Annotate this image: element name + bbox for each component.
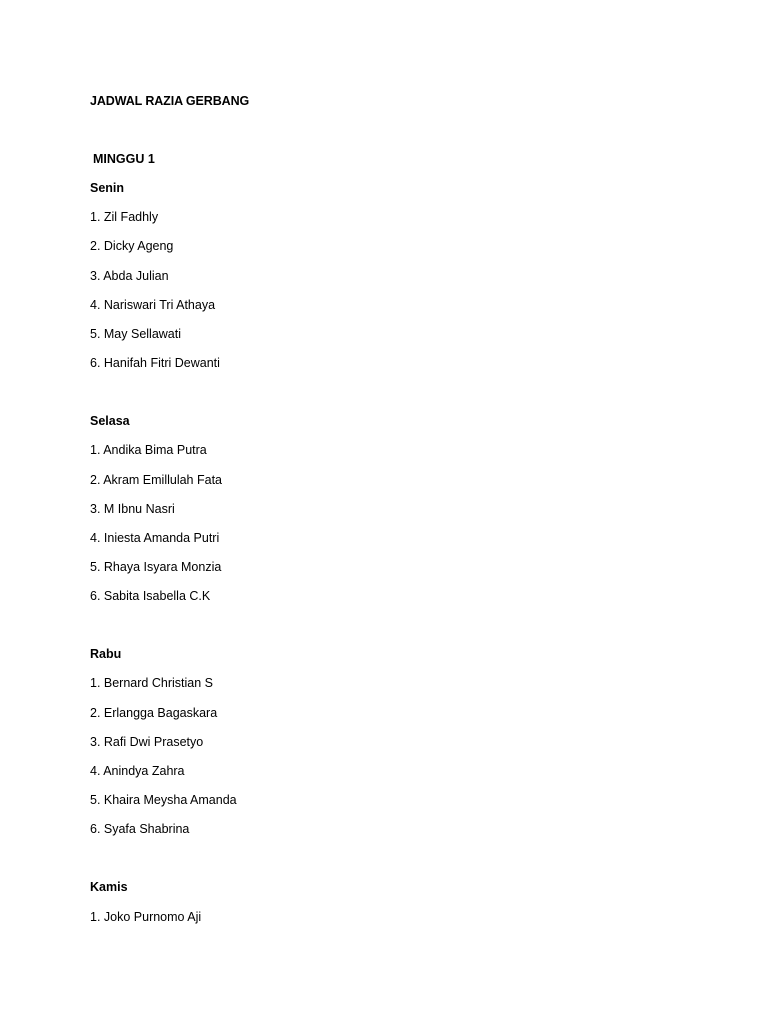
day-heading: Kamis bbox=[90, 880, 128, 895]
list-item: 3. M Ibnu Nasri bbox=[90, 501, 175, 516]
document-title: JADWAL RAZIA GERBANG bbox=[90, 94, 250, 108]
day-heading: Senin bbox=[90, 181, 125, 195]
name-list bbox=[90, 209, 690, 372]
list-item: 3. Abda Julian bbox=[90, 268, 169, 283]
list-item: 4. Nariswari Tri Athaya bbox=[90, 297, 216, 312]
name-list bbox=[90, 442, 690, 605]
list-item: 1. Bernard Christian S bbox=[90, 676, 213, 691]
document-body bbox=[90, 93, 690, 926]
day-section-kamis bbox=[90, 879, 690, 925]
week-heading: MINGGU 1 bbox=[93, 152, 155, 166]
list-item: 1. Joko Purnomo Aji bbox=[90, 909, 202, 924]
list-item: 2. Akram Emillulah Fata bbox=[90, 472, 222, 487]
list-item: 6. Hanifah Fitri Dewanti bbox=[90, 356, 220, 371]
name-list bbox=[90, 909, 690, 926]
day-section-selasa bbox=[90, 413, 690, 605]
day-section-rabu bbox=[90, 646, 690, 838]
list-item: 5. Rhaya Isyara Monzia bbox=[90, 560, 222, 575]
list-item: 3. Rafi Dwi Prasetyo bbox=[90, 734, 204, 749]
list-item: 4. Iniesta Amanda Putri bbox=[90, 530, 220, 545]
list-item: 1. Andika Bima Putra bbox=[90, 443, 207, 458]
list-item: 4. Anindya Zahra bbox=[90, 764, 185, 778]
list-item: 6. Sabita Isabella C.K bbox=[90, 589, 211, 604]
name-list bbox=[90, 675, 690, 838]
day-heading: Selasa bbox=[90, 414, 130, 429]
day-section-senin bbox=[90, 180, 690, 372]
list-item: 2. Dicky Ageng bbox=[90, 239, 174, 254]
list-item: 5. May Sellawati bbox=[90, 326, 182, 341]
list-item: 5. Khaira Meysha Amanda bbox=[90, 793, 237, 808]
list-item: 2. Erlangga Bagaskara bbox=[90, 705, 218, 720]
list-item: 1. Zil Fadhly bbox=[90, 210, 159, 225]
list-item: 6. Syafa Shabrina bbox=[90, 822, 190, 837]
day-heading: Rabu bbox=[90, 647, 122, 662]
